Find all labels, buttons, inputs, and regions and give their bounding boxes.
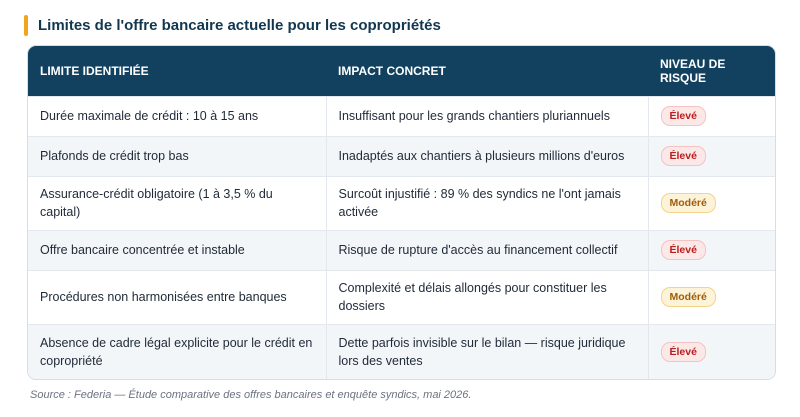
- table-row: [28, 230, 775, 270]
- cell-risk: [648, 136, 775, 176]
- cell-risk: [648, 324, 775, 379]
- cell-limit: Plafonds de crédit trop bas: [28, 136, 326, 176]
- cell-impact: Risque de rupture d'accès au financement collectif: [326, 230, 648, 270]
- table-row: [28, 324, 775, 379]
- cell-limit: Procédures non harmonisées entre banques: [28, 270, 326, 324]
- page-title: Limites de l'offre bancaire actuelle pour les copropriétés: [38, 17, 441, 34]
- header-impact: IMPACT CONCRET: [338, 63, 446, 78]
- cell-risk: [648, 230, 775, 270]
- cell-limit: Assurance-crédit obligatoire (1 à 3,5 % du capital): [28, 176, 326, 230]
- header-risk: NIVEAU DE RISQUE: [660, 56, 726, 85]
- cell-impact: Insuffisant pour les grands chantiers pluriannuels: [326, 96, 648, 136]
- risk-table-card: [27, 45, 776, 380]
- cell-limit: Absence de cadre légal explicite pour le crédit en copropriété: [28, 324, 326, 379]
- source-note: Source : Federia — Étude comparative des offres bancaires et enquête syndics, mai 2026.: [30, 389, 472, 401]
- header-limit: LIMITE IDENTIFIÉE: [40, 63, 149, 78]
- cell-risk: [648, 176, 775, 230]
- risk-table: [28, 46, 775, 379]
- title-block: [24, 15, 441, 36]
- table-row: [28, 96, 775, 136]
- risk-badge: Modéré: [661, 287, 716, 307]
- cell-impact: Complexité et délais allongés pour constituer les dossiers: [326, 270, 648, 324]
- risk-badge: Élevé: [661, 106, 706, 126]
- risk-badge: Élevé: [661, 342, 706, 362]
- risk-badge: Élevé: [661, 146, 706, 166]
- cell-risk: [648, 270, 775, 324]
- cell-impact: Dette parfois invisible sur le bilan — risque juridique lors des ventes: [326, 324, 648, 379]
- table-row: [28, 136, 775, 176]
- cell-impact: Surcoût injustifié : 89 % des syndics ne l'ont jamais activée: [326, 176, 648, 230]
- risk-badge: Modéré: [661, 193, 716, 213]
- table-row: [28, 270, 775, 324]
- cell-risk: [648, 96, 775, 136]
- cell-limit: Offre bancaire concentrée et instable: [28, 230, 326, 270]
- cell-impact: Inadaptés aux chantiers à plusieurs millions d'euros: [326, 136, 648, 176]
- table-row: [28, 176, 775, 230]
- table-header-row: [28, 46, 775, 96]
- cell-limit: Durée maximale de crédit : 10 à 15 ans: [28, 96, 326, 136]
- risk-badge: Élevé: [661, 240, 706, 260]
- title-accent-bar: [24, 15, 28, 36]
